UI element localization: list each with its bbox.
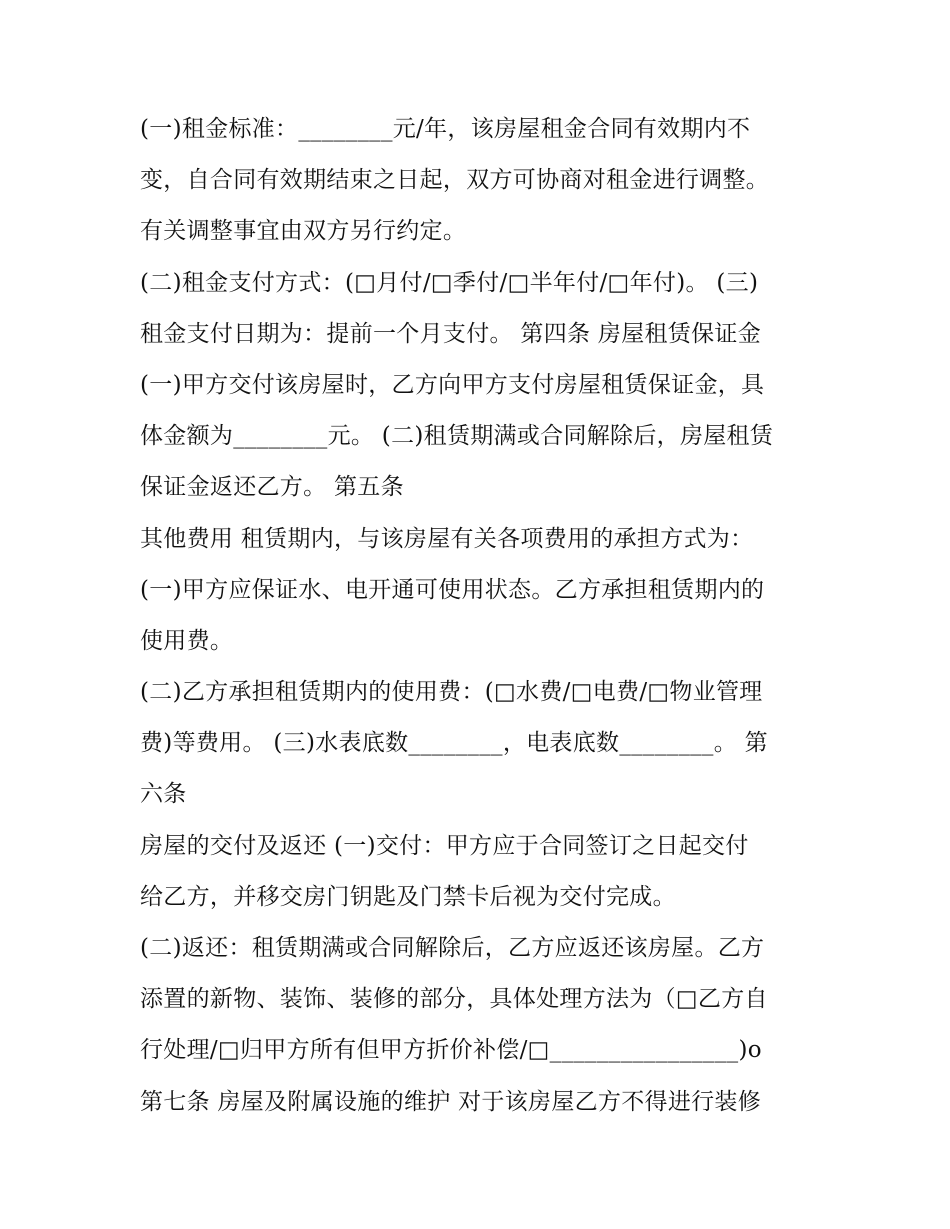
text-line: 第七条 房屋及附属设施的维护 对于该房屋乙方不得进行装修 <box>140 1088 762 1115</box>
text-line: 六条 <box>140 781 187 808</box>
text-line: (二)租金支付方式：(□月付/□季付/□半年付/□年付)。 (三) <box>140 269 759 296</box>
text-line: 行处理/□归甲方所有但甲方折价补偿/□________________)o <box>140 1037 762 1064</box>
document-body <box>140 104 820 1128</box>
text-line: 给乙方，并移交房门钥匙及门禁卡后视为交付完成。 <box>140 883 676 910</box>
text-line: 房屋的交付及返还 (一)交付：甲方应于合同签订之日起交付 <box>140 832 749 859</box>
text-line: 保证金返还乙方。 第五条 <box>140 474 404 501</box>
text-line: 添置的新物、装饰、装修的部分，具体处理方法为（□乙方自 <box>140 986 768 1013</box>
text-line: (二)乙方承担租赁期内的使用费：(□水费/□电费/□物业管理 <box>140 679 763 706</box>
text-line: (一)租金标准：________元/年，该房屋租金合同有效期内不 <box>140 116 751 142</box>
text-line: 使用费。 <box>140 627 234 654</box>
text-line: 其他费用 租赁期内，与该房屋有关各项费用的承担方式为： <box>140 525 754 552</box>
text-line: 有关调整事宜由双方另行约定。 <box>140 218 467 245</box>
text-line: (一)甲方交付该房屋时，乙方向甲方支付房屋租赁保证金，具 <box>140 371 765 398</box>
text-line: 体金额为________元。 (二)租赁期满或合同解除后，房屋租赁 <box>140 423 774 450</box>
text-line: 费)等费用。 (三)水表底数________，电表底数________。 第 <box>140 730 768 757</box>
text-line: (二)返还：租赁期满或合同解除后，乙方应返还该房屋。乙方 <box>140 935 765 961</box>
text-line: (一)甲方应保证水、电开通可使用状态。乙方承担租赁期内的 <box>140 576 765 603</box>
text-line: 变，自合同有效期结束之日起，双方可协商对租金进行调整。 <box>140 167 770 194</box>
text-line: 租金支付日期为：提前一个月支付。 第四条 房屋租赁保证金 <box>140 320 762 347</box>
